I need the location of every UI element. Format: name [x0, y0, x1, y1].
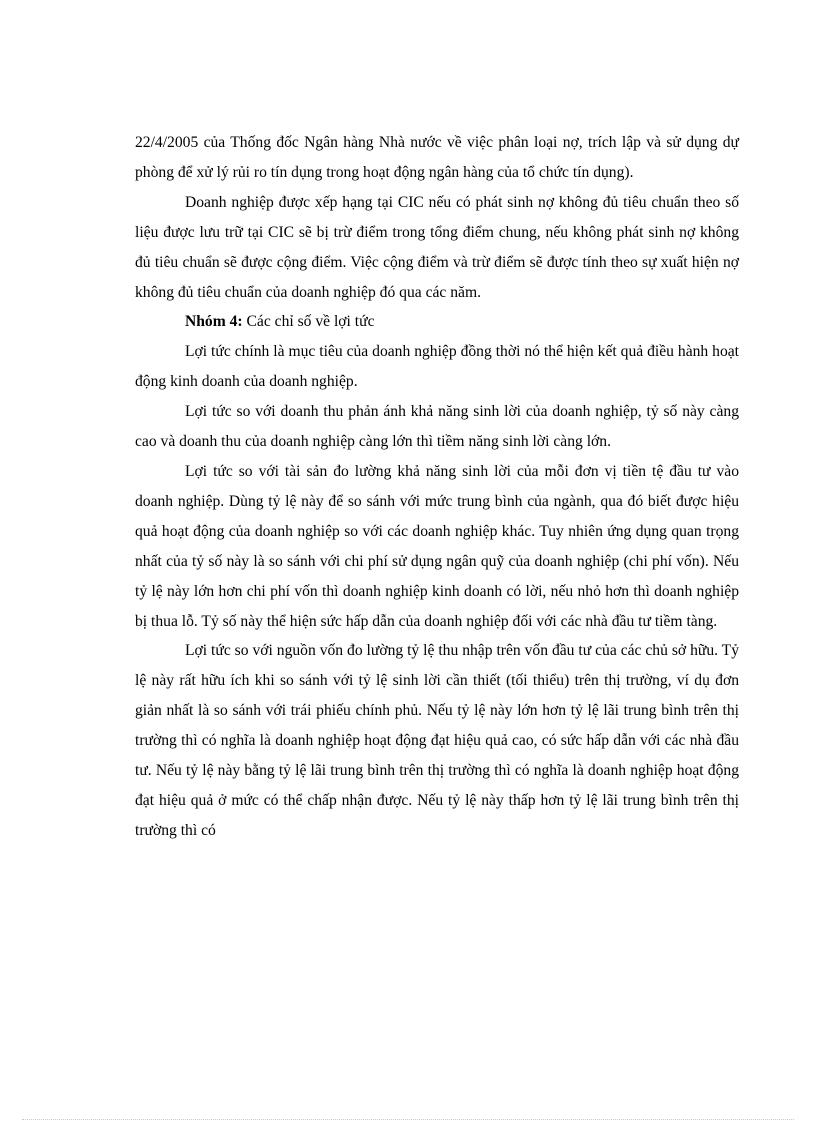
section-heading-label: Nhóm 4:	[185, 313, 243, 331]
page-bottom-border	[22, 1119, 794, 1120]
paragraph-continuation: 22/4/2005 của Thống đốc Ngân hàng Nhà nước về việc phân loại nợ, trích lập và sử dụng dự phòng để xử lý rủi ro tín dụng trong hoạt động ngân hàng của tổ chức tín dụng).	[135, 134, 739, 181]
paragraph-cic-rating: Doanh nghiệp được xếp hạng tại CIC nếu có phát sinh nợ không đủ tiêu chuẩn theo số liệu được lưu trữ tại CIC sẽ bị trừ điểm trong tổng điểm chung, nếu không phát sinh nợ không đủ tiêu chuẩn sẽ được cộng điểm. Việc cộng điểm và trừ điểm sẽ được tính theo sự xuất hiện nợ không đủ tiêu chuẩn của doanh nghiệp đó qua các năm.	[135, 193, 739, 301]
paragraph-profit-vs-equity: Lợi tức so với nguồn vốn đo lường tỷ lệ thu nhập trên vốn đầu tư của các chủ sở hữu. Tỷ lệ này rất hữu ích khi so sánh với tỷ lệ sinh lời cần thiết (tối thiểu) trên thị trường, ví dụ đơn giản nhất là so sánh với trái phiếu chính phủ. Nếu tỷ lệ này lớn hơn tỷ lệ lãi trung bình trên thị trường thì có nghĩa là doanh nghiệp hoạt động đạt hiệu quả cao, có sức hấp dẫn với các nhà đầu tư. Nếu tỷ lệ này bằng tỷ lệ lãi trung bình trên thị trường thì có nghĩa là doanh nghiệp hoạt động đạt hiệu quả ở mức có thể chấp nhận được. Nếu tỷ lệ này thấp hơn tỷ lệ lãi trung bình trên thị trường thì có	[135, 642, 739, 839]
paragraph-profit-goal: Lợi tức chính là mục tiêu của doanh nghiệp đồng thời nó thể hiện kết quả điều hành hoạt động kinh doanh của doanh nghiệp.	[135, 343, 739, 391]
section-heading-group-4	[135, 307, 739, 337]
paragraph-profit-vs-revenue: Lợi tức so với doanh thu phản ánh khả năng sinh lời của doanh nghiệp, tỷ số này càng cao và doanh thu của doanh nghiệp càng lớn thì tiềm năng sinh lời càng lớn.	[135, 403, 739, 451]
document-body	[135, 128, 739, 846]
section-heading-text: Các chỉ số về lợi tức	[242, 313, 375, 331]
paragraph-profit-vs-assets: Lợi tức so với tài sản đo lường khả năng sinh lời của mỗi đơn vị tiền tệ đầu tư vào doanh nghiệp. Dùng tỷ lệ này để so sánh với mức trung bình của ngành, qua đó biết được hiệu quả hoạt động của doanh nghiệp so với các doanh nghiệp khác. Tuy nhiên ứng dụng quan trọng nhất của tỷ số này là so sánh với chi phí sử dụng ngân quỹ của doanh nghiệp (chi phí vốn). Nếu tỷ lệ này lớn hơn chi phí vốn thì doanh nghiệp kinh doanh có lời, nếu nhỏ hơn thì doanh nghiệp bị thua lỗ. Tỷ số này thể hiện sức hấp dẫn của doanh nghiệp đối với các nhà đầu tư tiềm tàng.	[135, 462, 739, 630]
